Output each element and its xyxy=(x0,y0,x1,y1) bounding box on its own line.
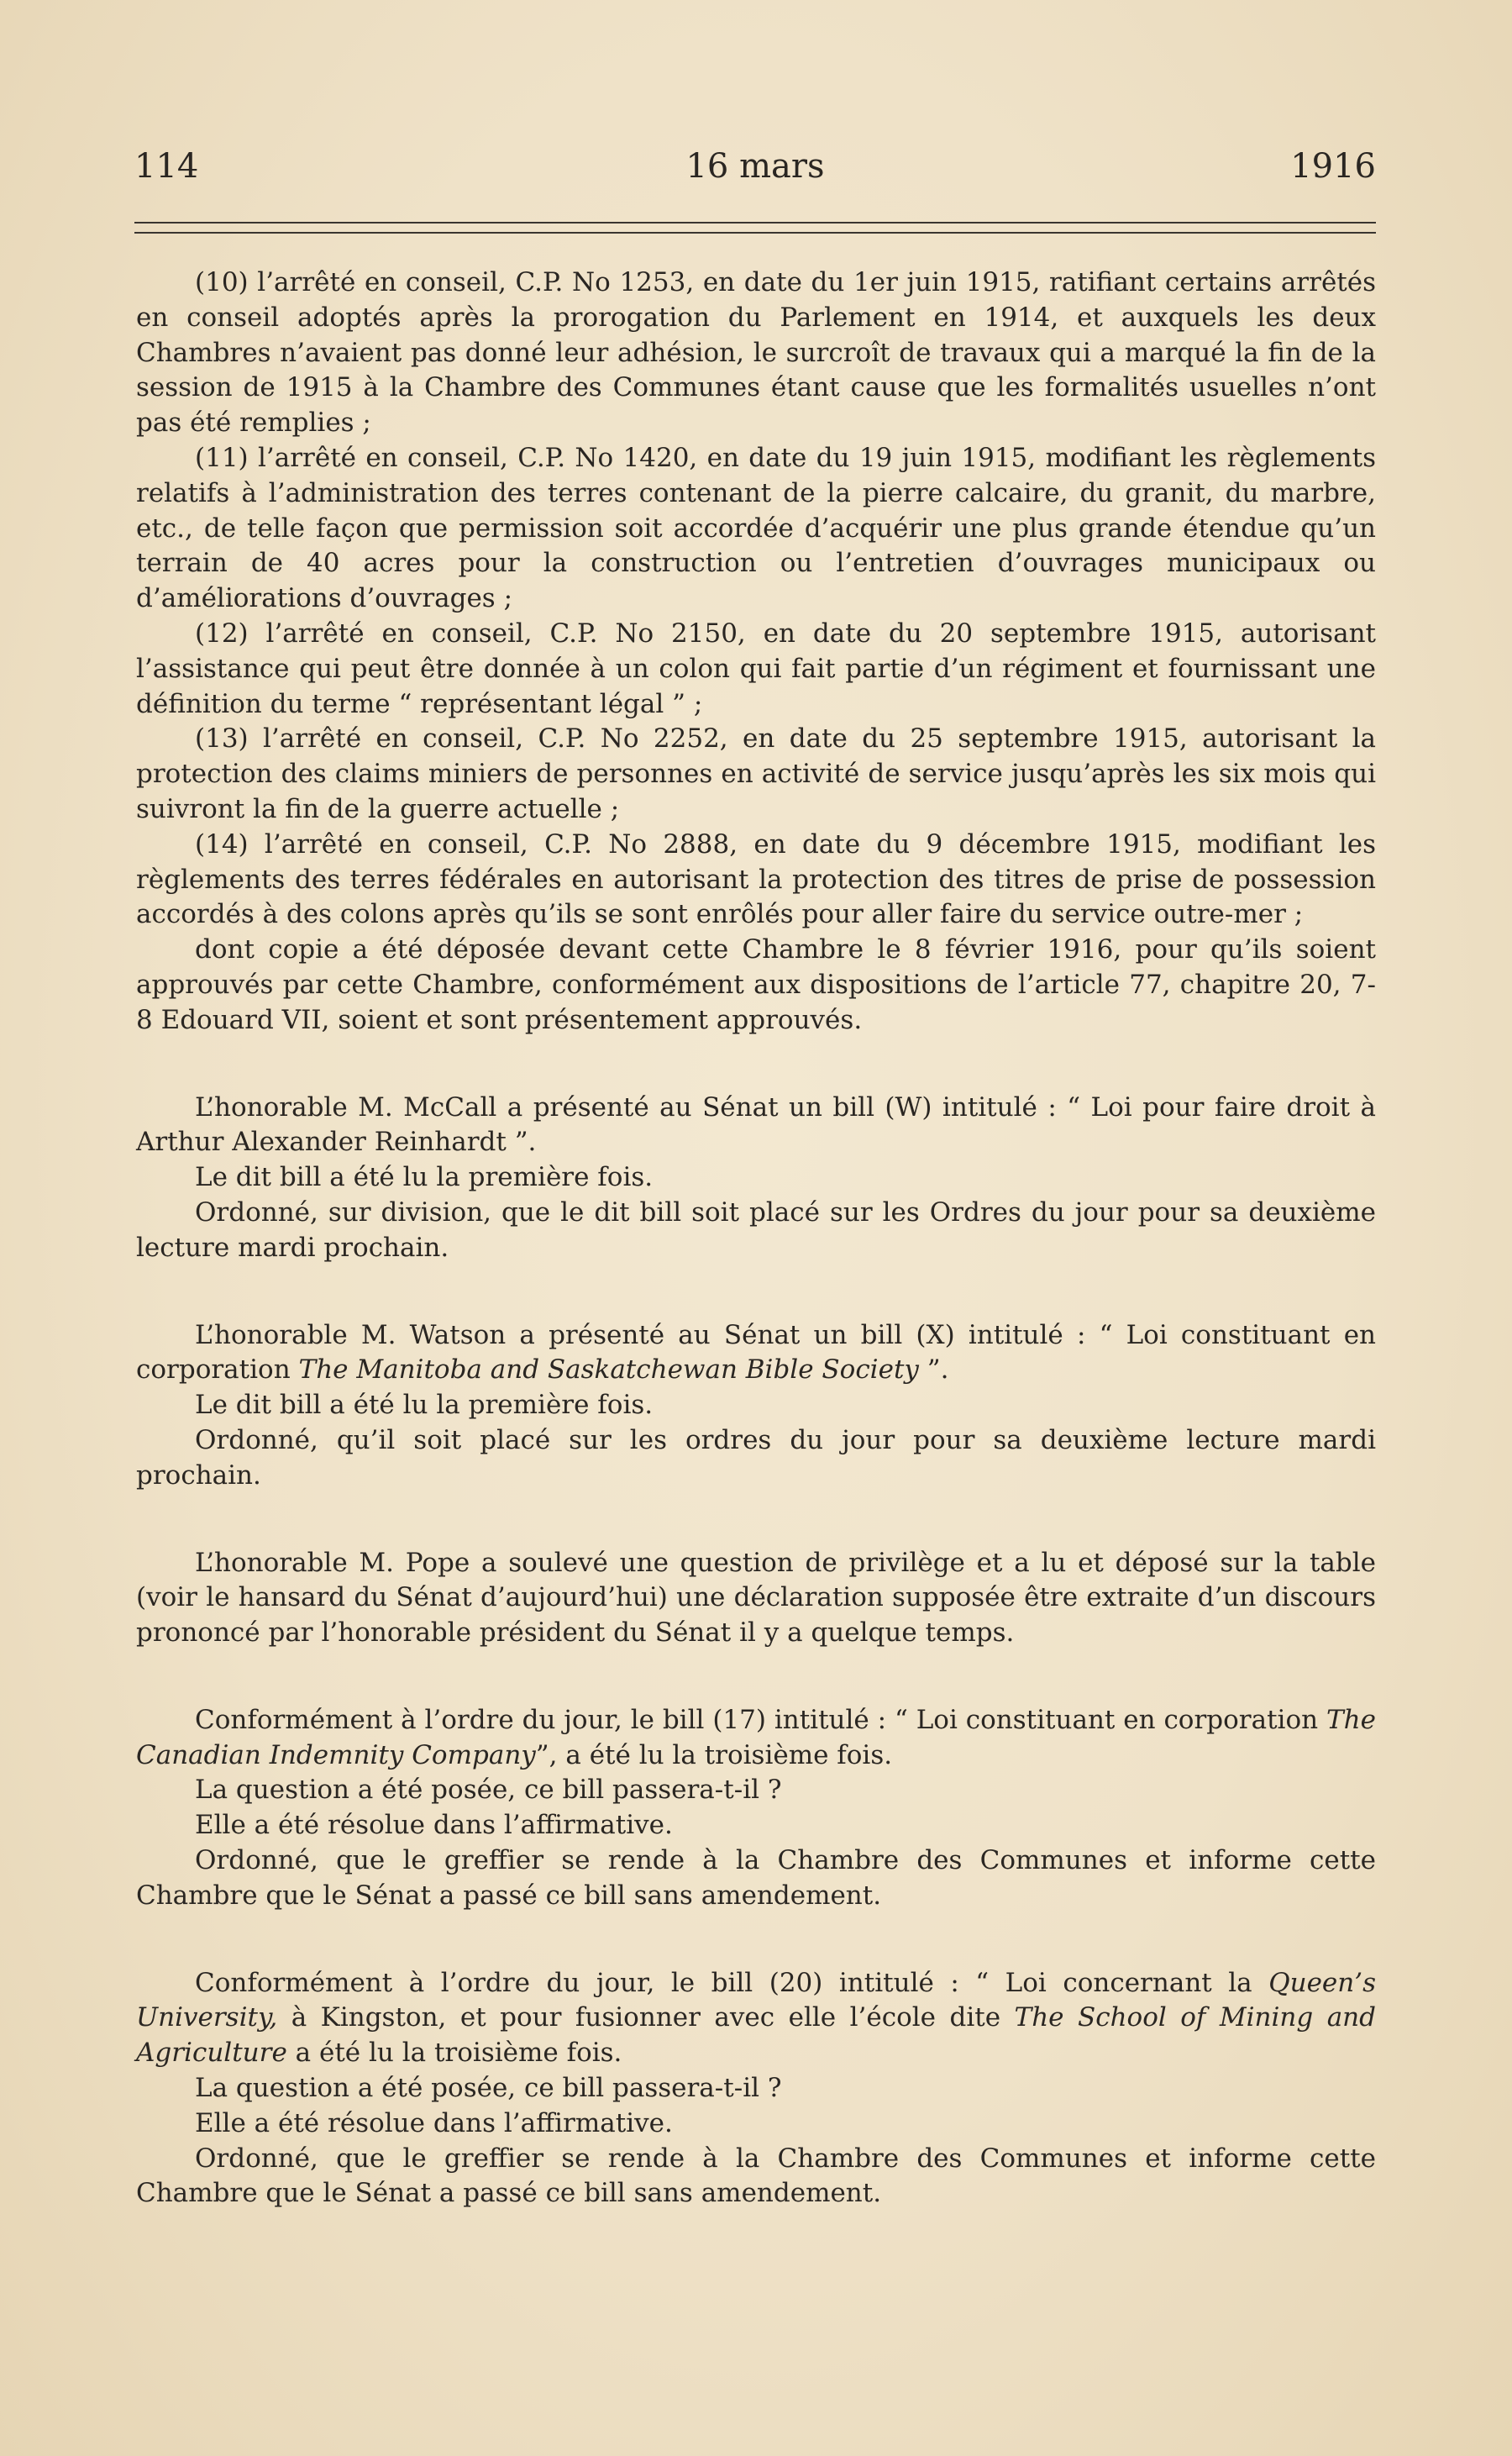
bill-20-order: Ordonné, que le greffier se rende à la Chambre des Communes et informe cette Chambre que le Sénat a passé ce bill sans amendement. xyxy=(136,2143,1376,2209)
mccall-first-reading: Le dit bill a été lu la première fois. xyxy=(195,1162,654,1193)
bill-20-university-name: Queen’s University, xyxy=(136,1967,1376,2033)
bill-20-school-name: The School of Mining and Agriculture xyxy=(136,2002,1376,2069)
pope-privilege-paragraph: L’honorable M. Pope a soulevé une question de privilège et a lu et déposé sur la table (voir le hansard du Sénat d’aujourd’hui) une déclaration supposée être extraite d’un discours prononcé par l’honorable président du Sénat il y a quelque temps. xyxy=(136,1547,1376,1649)
bill-20-text-a: Conformément à l’ordre du jour, le bill (20) intitulé : “ Loi concernant la xyxy=(195,1967,1269,1998)
bill-17-paragraph xyxy=(136,1703,1376,1774)
bill-20-question: La question a été posée, ce bill passera-t-il ? xyxy=(195,2073,782,2104)
bill-17-text-after: ”, a été lu la troisième fois. xyxy=(535,1739,893,1770)
watson-text-before: L’honorable M. Watson a présenté au Sénat un bill (X) intitulé : “ Loi constituant en corporation xyxy=(136,1319,1376,1386)
bill-17-order: Ordonné, que le greffier se rende à la Chambre des Communes et informe cette Chambre que le Sénat a passé ce bill sans amendement. xyxy=(136,1845,1376,1911)
page-header xyxy=(134,141,1376,192)
watson-first-reading: Le dit bill a été lu la première fois. xyxy=(195,1390,654,1421)
bill-17-text-before: Conformément à l’ordre du jour, le bill (17) intitulé : “ Loi constituant en corporation xyxy=(195,1704,1326,1735)
bill-17-resolution: Elle a été résolue dans l’affirmative. xyxy=(195,1810,673,1841)
order-item-13: (13) l’arrêté en conseil, C.P. No 2252, en date du 25 septembre 1915, autorisant la protection des claims miniers de personnes en activité de service jusqu’après les six mois qui suivront la fin de la guerre actuelle ; xyxy=(136,723,1376,824)
mccall-bill-paragraph: L’honorable M. McCall a présenté au Sénat un bill (W) intitulé : “ Loi pour faire droit à Arthur Alexander Reinhardt ”. xyxy=(136,1091,1376,1158)
bill-20-text-c: a été lu la troisième fois. xyxy=(286,2038,622,2069)
watson-society-name: The Manitoba and Saskatchewan Bible Society xyxy=(298,1354,919,1386)
mccall-order: Ordonné, sur division, que le dit bill soit placé sur les Ordres du jour pour sa deuxième lecture mardi prochain. xyxy=(136,1196,1376,1263)
order-item-10: (10) l’arrêté en conseil, C.P. No 1253, en date du 1er juin 1915, ratifiant certains arrêtés en conseil adoptés après la prorogation du Parlement en 1914, et auxquels les deux Chambres n’avaient pas donné leur adhésion, le surcroît de travaux qui a marqué la fin de la session de 1915 à la Chambre des Communes étant cause que les formalités usuelles n’ont pas été remplies ; xyxy=(136,267,1376,439)
bill-17-company-name: The Canadian Indemnity Company xyxy=(136,1704,1376,1770)
header-rule-top xyxy=(134,222,1376,224)
order-conclusion: dont copie a été déposée devant cette Chambre le 8 février 1916, pour qu’ils soient approuvés par cette Chambre, conformément aux dispositions de l’article 77, chapitre 20, 7-8 Edouard VII, soient et sont présentement approuvés. xyxy=(136,934,1376,1035)
order-item-12: (12) l’arrêté en conseil, C.P. No 2150, en date du 20 septembre 1915, autorisant l’assistance qui peut être donnée à un colon qui fait partie d’un régiment et fournissant une définition du terme “ représentant légal ” ; xyxy=(136,618,1376,719)
page-number: 114 xyxy=(134,147,199,186)
bill-17-question: La question a été posée, ce bill passera-t-il ? xyxy=(195,1775,782,1806)
bill-20-paragraph xyxy=(136,1966,1376,2071)
page-body xyxy=(136,266,1376,2211)
watson-bill-paragraph xyxy=(136,1318,1376,1389)
watson-text-after: ”. xyxy=(918,1354,949,1386)
header-year: 1916 xyxy=(1290,147,1376,186)
order-item-14: (14) l’arrêté en conseil, C.P. No 2888, en date du 9 décembre 1915, modifiant les règlements des terres fédérales en autorisant la protection des titres de prise de possession accordés à des colons après qu’ils se sont enrôlés pour aller faire du service outre-mer ; xyxy=(136,828,1376,930)
header-date: 16 mars xyxy=(685,147,825,186)
order-item-11: (11) l’arrêté en conseil, C.P. No 1420, en date du 19 juin 1915, modifiant les règlements relatifs à l’administration des terres contenant de la pierre calcaire, du granit, du marbre, etc., de telle façon que permission soit accordée d’acquérir une plus grande étendue qu’un terrain de 40 acres pour la construction ou l’entretien d’ouvrages municipaux ou d’améliorations d’ouvrages ; xyxy=(136,442,1376,614)
watson-order: Ordonné, qu’il soit placé sur les ordres du jour pour sa deuxième lecture mardi prochain. xyxy=(136,1424,1376,1491)
bill-20-text-b: à Kingston, et pour fusionner avec elle l’école dite xyxy=(277,2002,1015,2033)
header-rule-bottom xyxy=(134,232,1376,234)
bill-20-resolution: Elle a été résolue dans l’affirmative. xyxy=(195,2107,673,2138)
